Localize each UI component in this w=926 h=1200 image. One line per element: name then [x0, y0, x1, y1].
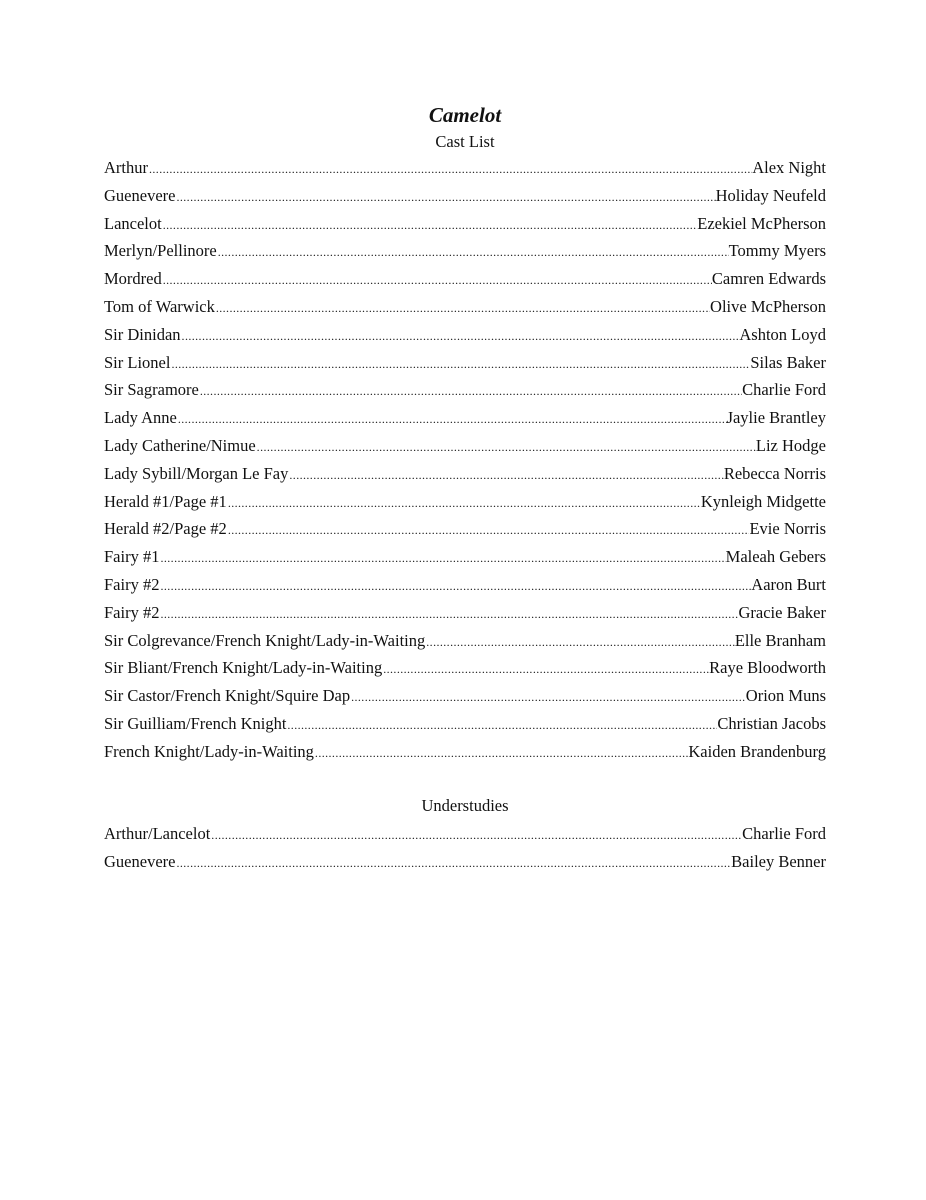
role-name: Guenevere: [104, 185, 176, 205]
actor-name: Silas Baker: [750, 352, 826, 372]
dot-leader: [227, 517, 750, 543]
cast-row: [104, 571, 826, 599]
dot-leader: [148, 156, 752, 182]
dot-leader: [425, 629, 735, 655]
dot-leader: [227, 490, 701, 516]
role-name: Sir Bliant/French Knight/Lady-in-Waiting: [104, 658, 383, 678]
cast-row: [104, 682, 826, 710]
dot-leader: [215, 295, 710, 321]
role-name: Arthur: [104, 158, 148, 177]
dot-leader: [350, 684, 746, 710]
dot-leader: [256, 434, 756, 460]
cast-row: [104, 376, 826, 404]
dot-leader: [170, 351, 750, 377]
role-name: Guenevere: [104, 851, 176, 871]
dot-leader: [181, 323, 740, 349]
actor-name: Kynleigh Midgette: [700, 491, 826, 511]
role-name: Sir Sagramore: [104, 380, 199, 400]
understudies-heading: Understudies: [421, 796, 509, 815]
role-name: Herald #2/Page #2: [104, 519, 227, 539]
role-name: Lancelot: [104, 213, 162, 233]
cast-row: [104, 654, 826, 682]
cast-list-heading: Cast List: [435, 132, 495, 151]
role-name: Fairy #2: [104, 574, 160, 594]
dot-leader: [210, 822, 742, 848]
actor-name: Ashton Loyd: [739, 324, 826, 344]
actor-name: Raye Bloodworth: [709, 658, 826, 678]
dot-leader: [162, 212, 698, 238]
actor-name: Bailey Benner: [731, 851, 826, 871]
show-title: Camelot: [428, 103, 502, 127]
cast-row: [104, 599, 826, 627]
actor-name: Ezekiel McPherson: [697, 213, 826, 233]
actor-name: Rebecca Norris: [723, 463, 826, 483]
cast-row: [104, 488, 826, 516]
role-name: Lady Catherine/Nimue: [104, 435, 256, 455]
role-name: Herald #1/Page #1: [104, 491, 227, 511]
dot-leader: [288, 462, 723, 488]
dot-leader: [286, 712, 717, 738]
dot-leader: [217, 239, 729, 265]
actor-name: Aaron Burt: [751, 574, 826, 594]
role-name: Mordred: [104, 269, 162, 289]
dot-leader: [177, 406, 727, 432]
dot-leader: [159, 573, 751, 599]
role-name: Fairy #1: [104, 547, 160, 567]
dot-leader: [199, 378, 742, 404]
role-name: Lady Sybill/Morgan Le Fay: [104, 463, 289, 483]
actor-name: Olive McPherson: [710, 296, 826, 316]
cast-row: [104, 154, 826, 182]
actor-name: Charlie Ford: [742, 380, 826, 400]
actor-name: Charlie Ford: [742, 824, 826, 843]
role-name: Fairy #2: [104, 602, 160, 622]
dot-leader: [175, 184, 715, 210]
actor-name: Holiday Neufeld: [715, 185, 826, 205]
cast-row: [104, 432, 826, 460]
actor-name: Alex Night: [752, 158, 826, 177]
cast-list: [104, 154, 826, 766]
actor-name: Orion Muns: [745, 686, 826, 706]
role-name: French Knight/Lady-in-Waiting: [104, 741, 314, 761]
role-name: Sir Dinidan: [104, 324, 181, 344]
cast-row: [104, 515, 826, 543]
cast-row: [104, 404, 826, 432]
role-name: Sir Lionel: [104, 352, 171, 372]
dot-leader: [159, 545, 725, 571]
cast-row: [104, 293, 826, 321]
cast-row: [104, 738, 826, 766]
role-name: Sir Castor/French Knight/Squire Dap: [104, 686, 351, 706]
cast-row: [104, 460, 826, 488]
cast-row: [104, 265, 826, 293]
role-name: Lady Anne: [104, 408, 177, 428]
understudy-row: [104, 820, 826, 848]
dot-leader: [162, 267, 712, 293]
cast-row: [104, 210, 826, 238]
actor-name: Jaylie Brantley: [726, 408, 826, 428]
role-name: Sir Colgrevance/French Knight/Lady-in-Waiting: [104, 630, 426, 650]
cast-row: [104, 349, 826, 377]
cast-row: [104, 627, 826, 655]
actor-name: Kaiden Brandenburg: [688, 741, 826, 761]
role-name: Arthur/Lancelot: [104, 824, 211, 843]
understudy-list: [104, 820, 826, 876]
role-name: Merlyn/Pellinore: [104, 241, 217, 261]
actor-name: Evie Norris: [749, 519, 826, 539]
cast-row: [104, 543, 826, 571]
cast-row: [104, 237, 826, 265]
cast-row: [104, 321, 826, 349]
cast-row: [104, 182, 826, 210]
cast-row: [104, 710, 826, 738]
dot-leader: [159, 601, 738, 627]
actor-name: Gracie Baker: [738, 602, 826, 622]
dot-leader: [314, 740, 688, 766]
dot-leader: [175, 850, 731, 876]
actor-name: Camren Edwards: [711, 269, 826, 289]
actor-name: Liz Hodge: [755, 435, 826, 455]
role-name: Tom of Warwick: [104, 296, 215, 316]
actor-name: Elle Branham: [734, 630, 826, 650]
understudy-row: [104, 848, 826, 876]
actor-name: Tommy Myers: [728, 241, 826, 261]
role-name: Sir Guilliam/French Knight: [104, 713, 287, 733]
dot-leader: [382, 656, 709, 682]
actor-name: Christian Jacobs: [717, 713, 826, 733]
actor-name: Maleah Gebers: [725, 547, 826, 567]
